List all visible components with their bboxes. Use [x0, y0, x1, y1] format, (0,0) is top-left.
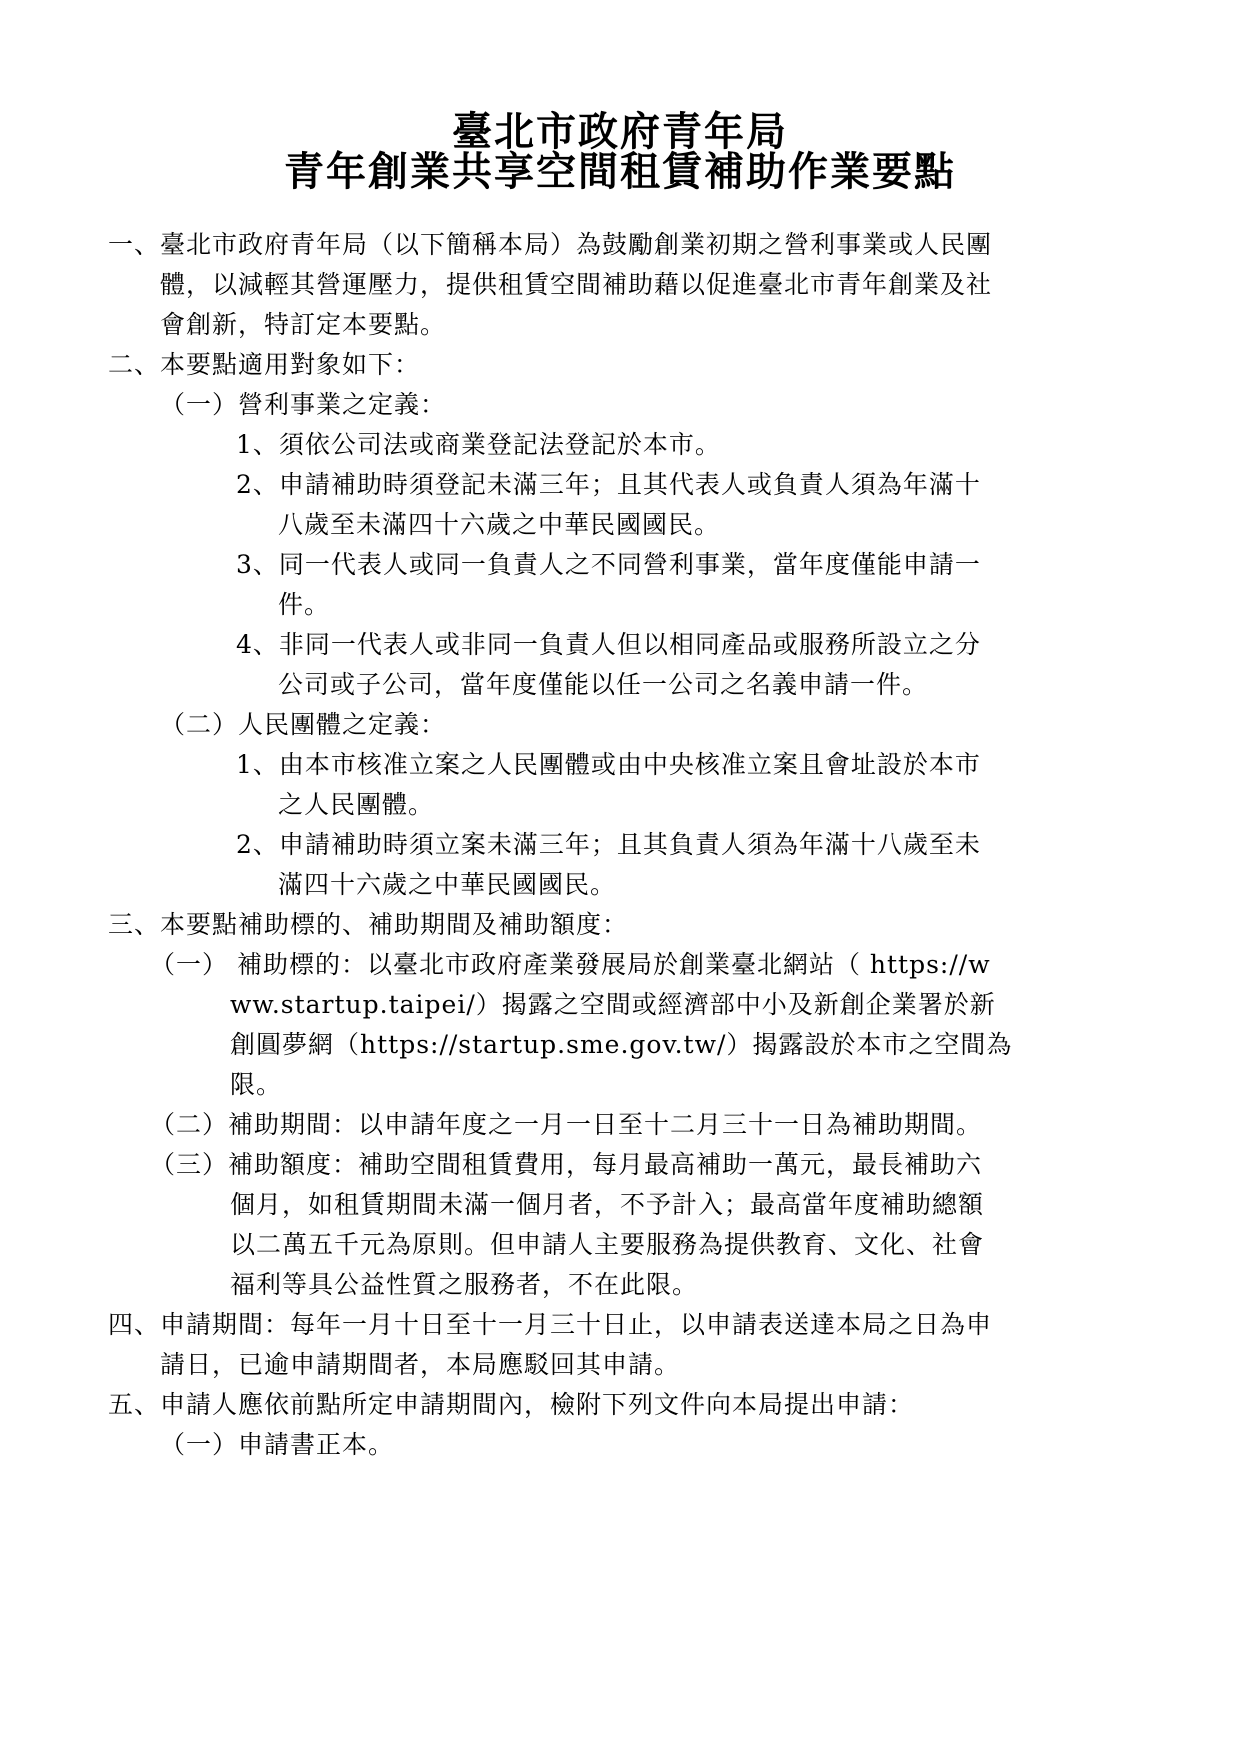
text-line: 四、申請期間：每年一月十日至十一月三十日止，以申請表送達本局之日為申 — [108, 1310, 993, 1339]
text-line: 八歲至未滿四十六歲之中華民國國民。 — [278, 510, 721, 539]
text-line: 三、本要點補助標的、補助期間及補助額度： — [108, 910, 629, 939]
text-line: 3、同一代表人或同一負責人之不同營利事業，當年度僅能申請一 — [236, 550, 981, 579]
text-line: 件。 — [278, 590, 331, 619]
text-line: 一、臺北市政府青年局（以下簡稱本局）為鼓勵創業初期之營利事業或人民團 — [108, 230, 993, 259]
text-line: 限。 — [230, 1070, 283, 1099]
text-line: （二）補助期間：以申請年度之一月一日至十二月三十一日為補助期間。 — [150, 1110, 983, 1139]
text-line: 公司或子公司，當年度僅能以任一公司之名義申請一件。 — [278, 670, 929, 699]
text-line: 1、由本市核准立案之人民團體或由中央核准立案且會址設於本市 — [236, 750, 981, 779]
text-line: （一）申請書正本。 — [160, 1430, 395, 1459]
text-line: ww.startup.taipei/）揭露之空間或經濟部中小及新創企業署於新 — [230, 990, 996, 1019]
text-line: （二）人民團體之定義： — [160, 710, 447, 739]
text-line: 2、申請補助時須立案未滿三年；且其負責人須為年滿十八歲至未 — [236, 830, 981, 859]
title-line-1: 臺北市政府青年局 — [452, 108, 788, 155]
text-line: 1、須依公司法或商業登記法登記於本市。 — [236, 430, 721, 459]
text-line: 創圓夢網（https://startup.sme.gov.tw/）揭露設於本市之空間為 — [230, 1030, 1013, 1059]
text-line: 以二萬五千元為原則。但申請人主要服務為提供教育、文化、社會 — [230, 1230, 985, 1259]
text-line: 二、本要點適用對象如下： — [108, 350, 421, 379]
text-line: 之人民團體。 — [278, 790, 435, 819]
text-line: （三）補助額度：補助空間租賃費用，每月最高補助一萬元，最長補助六 — [150, 1150, 983, 1179]
title-line-2: 青年創業共享空間租賃補助作業要點 — [284, 148, 956, 195]
text-line: 會創新，特訂定本要點。 — [160, 310, 447, 339]
text-line: 4、非同一代表人或非同一負責人但以相同產品或服務所設立之分 — [236, 630, 981, 659]
text-line: 請日，已逾申請期間者，本局應駁回其申請。 — [160, 1350, 681, 1379]
text-line: 滿四十六歲之中華民國國民。 — [278, 870, 617, 899]
text-line: （一） 補助標的：以臺北市政府產業發展局於創業臺北網站（ https://w — [150, 950, 991, 979]
text-line: （一）營利事業之定義： — [160, 390, 447, 419]
text-line: 體，以減輕其營運壓力，提供租賃空間補助藉以促進臺北市青年創業及社 — [160, 270, 993, 299]
text-line: 個月，如租賃期間未滿一個月者，不予計入；最高當年度補助總額 — [230, 1190, 985, 1219]
text-line: 五、申請人應依前點所定申請期間內，檢附下列文件向本局提出申請： — [108, 1390, 915, 1419]
text-line: 2、申請補助時須登記未滿三年；且其代表人或負責人須為年滿十 — [236, 470, 981, 499]
text-line: 福利等具公益性質之服務者，不在此限。 — [230, 1270, 699, 1299]
